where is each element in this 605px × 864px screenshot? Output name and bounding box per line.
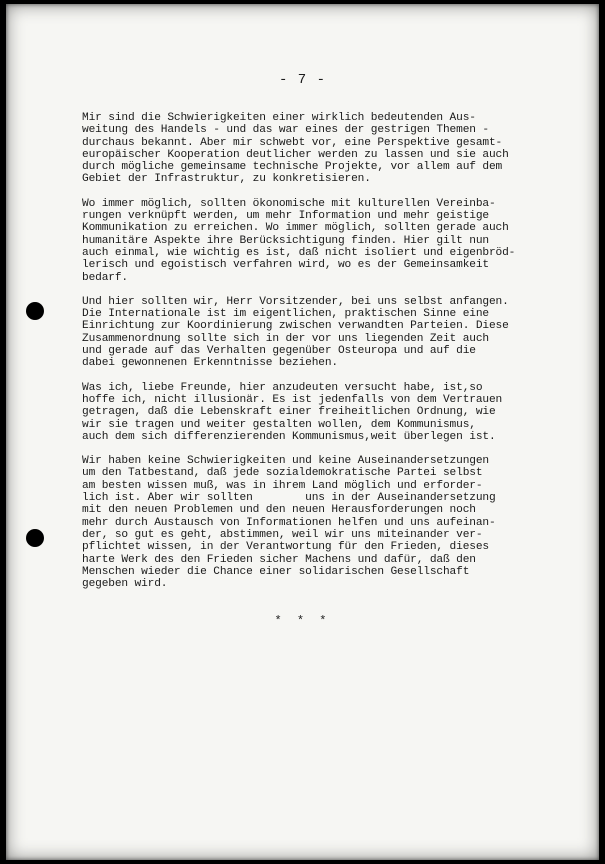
text-line: Und hier sollten wir, Herr Vorsitzender, bei uns selbst anfangen.: [82, 295, 509, 308]
text-line: Die Internationale ist im eigentlichen, praktischen Sinne eine: [82, 308, 489, 321]
document-page: [6, 4, 599, 860]
text-line: europäischer Kooperation deutlicher werden zu lassen und sie auch: [82, 148, 509, 161]
paragraph-1: [82, 112, 564, 186]
text-line: dabei gewonnenen Erkenntnisse beziehen.: [82, 357, 338, 370]
text-line: lich ist. Aber wir sollten uns in der Auseinandersetzung: [82, 492, 496, 505]
text-line: durchaus bekannt. Aber mir schwebt vor, eine Perspektive gesamt-: [82, 136, 503, 149]
text-line: lerisch und egoistisch verfahren wird, wo es der Gemeinsamkeit: [82, 259, 489, 272]
text-line: weitung des Handels - und das war eines der gestrigen Themen -: [82, 124, 489, 137]
text-line: der, so gut es geht, abstimmen, weil wir uns miteinander ver-: [82, 528, 483, 541]
text-line: Wir haben keine Schwierigkeiten und keine Auseinandersetzungen: [82, 455, 489, 468]
text-line: Menschen wieder die Chance einer solidarischen Gesellschaft: [82, 565, 470, 578]
body-text: [82, 112, 564, 602]
text-line: Mir sind die Schwierigkeiten einer wirklich bedeutenden Aus-: [82, 112, 476, 124]
text-line: getragen, daß die Lebenskraft einer freiheitlichen Ordnung, wie: [82, 406, 496, 419]
text-line: bedarf.: [82, 271, 128, 284]
text-line: wir sie tragen und weiter gestalten wollen, dem Kommunismus,: [82, 418, 476, 431]
text-line: Zusammenordnung sollte sich in der vor uns liegenden Zeit auch: [82, 332, 489, 345]
punch-hole-icon: [26, 529, 44, 547]
text-line: mehr durch Austausch von Informationen helfen und uns aufeinan-: [82, 516, 496, 529]
section-separator: * * *: [274, 614, 331, 628]
text-line: gegeben wird.: [82, 578, 168, 591]
text-line: und gerade auf das Verhalten gegenüber Osteuropa und auf die: [82, 345, 476, 358]
text-line: humanitäre Aspekte ihre Berücksichtigung finden. Hier gilt nun: [82, 234, 489, 247]
text-line: Einrichtung zur Koordinierung zwischen verwandten Parteien. Diese: [82, 320, 509, 333]
text-line: Kommunikation zu erreichen. Wo immer möglich, sollten gerade auch: [82, 222, 509, 235]
text-line: harte Werk des den Frieden sicher Machens und dafür, daß den: [82, 553, 476, 566]
text-line: Wo immer möglich, sollten ökonomische mit kulturellen Vereinba-: [82, 197, 496, 210]
punch-hole-icon: [26, 302, 44, 320]
text-line: pflichtet wissen, in der Verantwortung für den Frieden, dieses: [82, 541, 489, 554]
text-line: rungen verknüpft werden, um mehr Information und mehr geistige: [82, 210, 489, 223]
text-line: auch dem sich differenzierenden Kommunismus,weit überlegen ist.: [82, 430, 496, 443]
text-line: auch einmal, wie wichtig es ist, daß nicht isoliert und eigenbröd-: [82, 246, 516, 259]
paragraph-4: [82, 382, 564, 443]
paragraph-5: [82, 455, 564, 590]
text-line: Was ich, liebe Freunde, hier anzudeuten versucht habe, ist,so: [82, 381, 483, 394]
paragraph-3: [82, 296, 564, 370]
page-number: - 7 -: [278, 72, 326, 88]
text-line: um den Tatbestand, daß jede sozialdemokratische Partei selbst: [82, 467, 483, 480]
text-line: Gebiet der Infrastruktur, zu konkretisieren.: [82, 173, 371, 186]
paragraph-2: [82, 198, 564, 284]
text-line: hoffe ich, nicht illusionär. Es ist jedenfalls von dem Vertrauen: [82, 393, 503, 406]
text-line: durch mögliche gemeinsame technische Projekte, vor allem auf dem: [82, 161, 503, 174]
text-line: mit den neuen Problemen und den neuen Herausforderungen noch: [82, 504, 476, 517]
text-line: am besten wissen muß, was in ihrem Land möglich und erforder-: [82, 479, 483, 492]
